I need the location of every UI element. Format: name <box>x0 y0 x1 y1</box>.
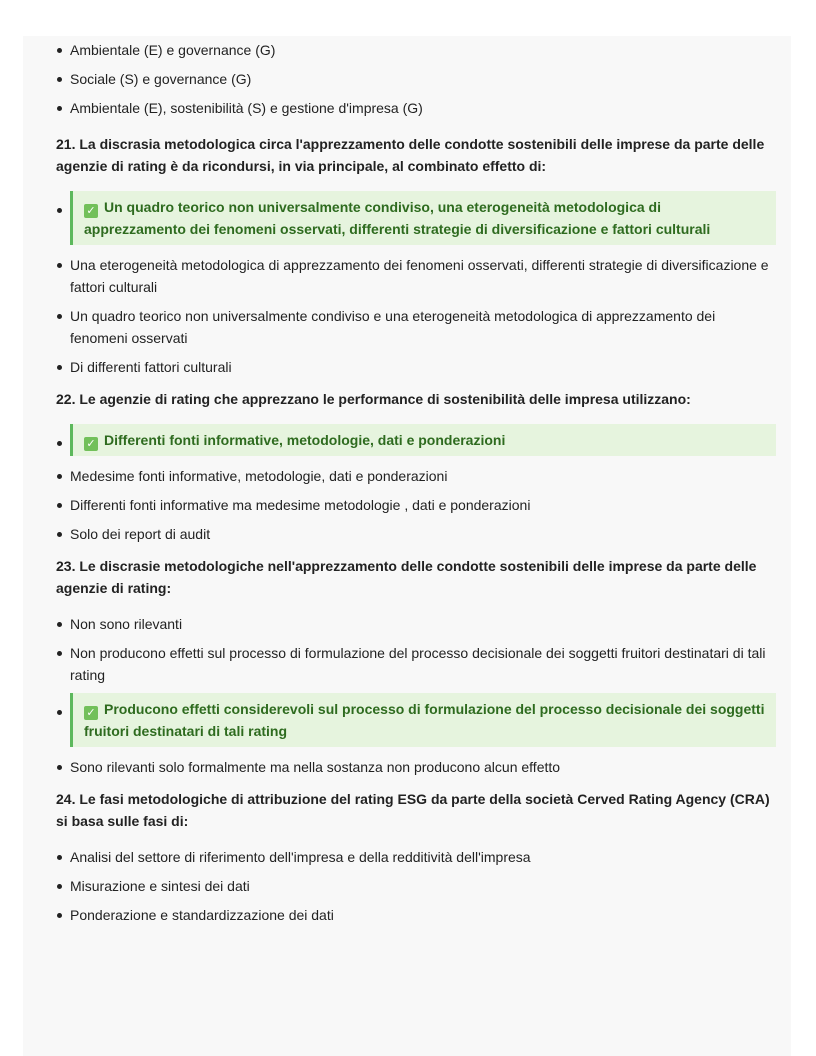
correct-answer-box <box>70 191 776 245</box>
correct-answer <box>56 693 776 747</box>
answer-option: Analisi del settore di riferimento dell'impresa e della redditività dell'impresa <box>56 846 776 868</box>
quiz-content <box>56 36 776 933</box>
answer-option: Medesime fonti informative, metodologie, dati e ponderazioni <box>56 465 776 487</box>
correct-answer <box>56 191 776 245</box>
q20-options <box>56 39 776 119</box>
answer-option: Di differenti fattori culturali <box>56 356 776 378</box>
answer-option: Differenti fonti informative ma medesime metodologie , dati e ponderazioni <box>56 494 776 516</box>
check-icon: ✓ <box>84 204 98 218</box>
correct-answer-text: Producono effetti considerevoli sul processo di formulazione del processo decisionale dei soggetti fruitori destinatari di tali rating <box>84 701 765 739</box>
answer-option: Un quadro teorico non universalmente condiviso e una eterogeneità metodologica di apprezzamento dei fenomeni osservati <box>56 305 776 349</box>
question-21: 21. La discrasia metodologica circa l'apprezzamento delle condotte sostenibili delle imprese da parte delle agenzie di rating è da ricondursi, in via principale, al combinato effetto di: <box>56 136 765 174</box>
answer-option: Ponderazione e standardizzazione dei dati <box>56 904 776 926</box>
q21-options <box>56 191 776 378</box>
correct-answer-text: Un quadro teorico non universalmente condiviso, una eterogeneità metodologica di apprezzamento dei fenomeni osservati, differenti strategie di diversificazione e fattori culturali <box>84 199 711 237</box>
answer-option: Ambientale (E) e governance (G) <box>56 39 776 61</box>
q22-options <box>56 424 776 545</box>
bullet-icon <box>57 710 62 715</box>
correct-answer-box <box>70 693 776 747</box>
answer-option: Ambientale (E), sostenibilità (S) e gestione d'impresa (G) <box>56 97 776 119</box>
answer-option: Una eterogeneità metodologica di apprezzamento dei fenomeni osservati, differenti strategie di diversificazione e fattori culturali <box>56 254 776 298</box>
question-23: 23. Le discrasie metodologiche nell'apprezzamento delle condotte sostenibili delle imprese da parte delle agenzie di rating: <box>56 558 757 596</box>
correct-answer-box <box>70 424 776 456</box>
bullet-icon <box>57 208 62 213</box>
check-icon: ✓ <box>84 437 98 451</box>
answer-option: Non producono effetti sul processo di formulazione del processo decisionale dei soggetti fruitori destinatari di tali rating <box>56 642 776 686</box>
correct-answer-text: Differenti fonti informative, metodologie, dati e ponderazioni <box>104 432 506 448</box>
answer-option: Non sono rilevanti <box>56 613 776 635</box>
question-22: 22. Le agenzie di rating che apprezzano le performance di sostenibilità delle impresa utilizzano: <box>56 391 691 407</box>
document-sheet <box>23 36 791 1056</box>
question-24: 24. Le fasi metodologiche di attribuzione del rating ESG da parte della società Cerved Rating Agency (CRA) si basa sulle fasi di: <box>56 791 770 829</box>
correct-answer <box>56 424 776 456</box>
answer-option: Sociale (S) e governance (G) <box>56 68 776 90</box>
check-icon: ✓ <box>84 706 98 720</box>
answer-option: Sono rilevanti solo formalmente ma nella sostanza non producono alcun effetto <box>56 756 776 778</box>
q23-options <box>56 613 776 778</box>
answer-option: Solo dei report di audit <box>56 523 776 545</box>
q24-options <box>56 846 776 926</box>
bullet-icon <box>57 441 62 446</box>
answer-option: Misurazione e sintesi dei dati <box>56 875 776 897</box>
